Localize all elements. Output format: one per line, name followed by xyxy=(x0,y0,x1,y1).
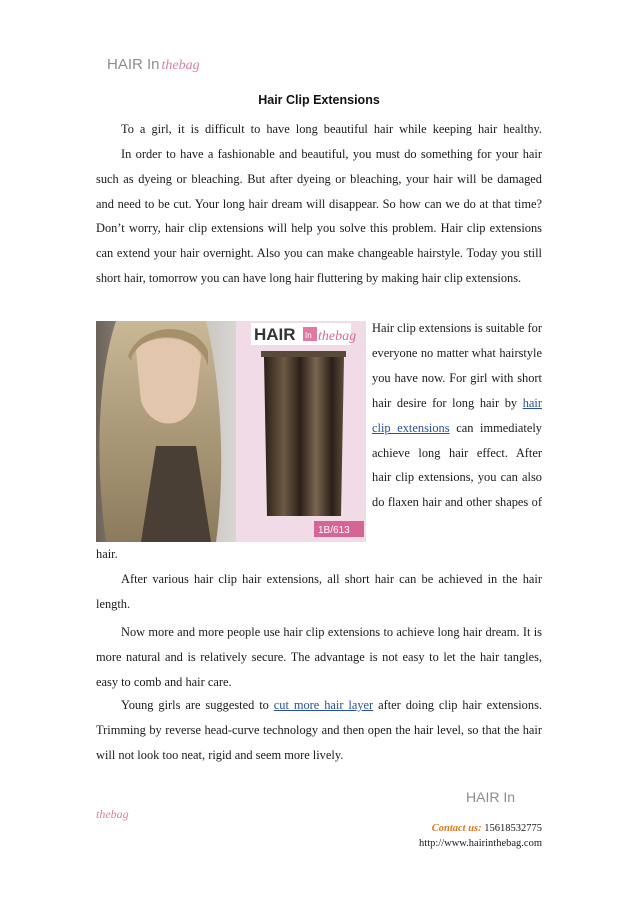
header-logo xyxy=(107,56,200,74)
image-logo-sub: thebag xyxy=(318,329,357,344)
paragraph-now-more: Now more and more people use hair clip extensions to achieve long hair dream. It is more natural and is relatively secure. The advantage is not easy to let the hair tangles, easy to comb and hair care. xyxy=(96,625,542,689)
side-paragraph-tail: hair. xyxy=(96,547,118,561)
document-title: Hair Clip Extensions xyxy=(258,93,380,107)
side-paragraph: Hair clip extensions is suitable for everyone no matter what hairstyle you have now. For girl with short hair desire for long hair by hair clip extensions can immediately achieve long hair effect. After hair clip extensions, you can also do flaxen hair and other shapes of xyxy=(372,321,542,510)
link-cut-more-hair-layer[interactable]: cut more hair layer xyxy=(273,698,374,712)
paragraph-various: After various hair clip hair extensions, all short hair can be achieved in the hair length. xyxy=(96,572,542,611)
contact-phone: 15618532775 xyxy=(484,823,542,834)
product-photo xyxy=(96,321,366,542)
image-logo-badge: In xyxy=(305,331,312,340)
hair-extension-image xyxy=(96,321,366,542)
footer-brand-sub: thebag xyxy=(96,807,129,821)
footer-brand: HAIR In xyxy=(466,789,516,805)
header-brand-sub: thebag xyxy=(161,58,200,73)
paragraph-main: In order to have a fashionable and beautiful, you must do something for your hair such as dyeing or bleaching. But after dyeing or bleaching, your hair will be damaged and need to be cut. Your long hair dream will disappear. So how can we do at that time? Don’t worry, hair clip extensions will help you solve this problem. Hair clip extensions can extend your hair overnight. Also you can make changeable hairstyle. Today you still short hair, tomorrow you can have long hair fluttering by making hair clip extensions. xyxy=(96,147,542,285)
paragraph-young-girls: Young girls are suggested to cut more hair layer after doing clip hair extensions. Trimming by reverse head-curve technology and then open the hair level, so that the hair will not look too neat, rigid and seem more lively. xyxy=(96,698,542,762)
image-logo-text: HAIR xyxy=(254,325,296,344)
link-hair-clip-extensions[interactable]: hair clip extensions xyxy=(372,395,542,435)
header-brand: HAIR In xyxy=(107,56,160,73)
footer-contact xyxy=(432,823,542,834)
contact-label: Contact us: xyxy=(431,823,482,834)
paragraph-intro: To a girl, it is difficult to have long beautiful hair while keeping hair healthy. xyxy=(121,122,542,136)
footer-url[interactable]: http://www.hairinthebag.com xyxy=(419,838,542,849)
image-color-code: 1B/613 xyxy=(318,525,350,536)
